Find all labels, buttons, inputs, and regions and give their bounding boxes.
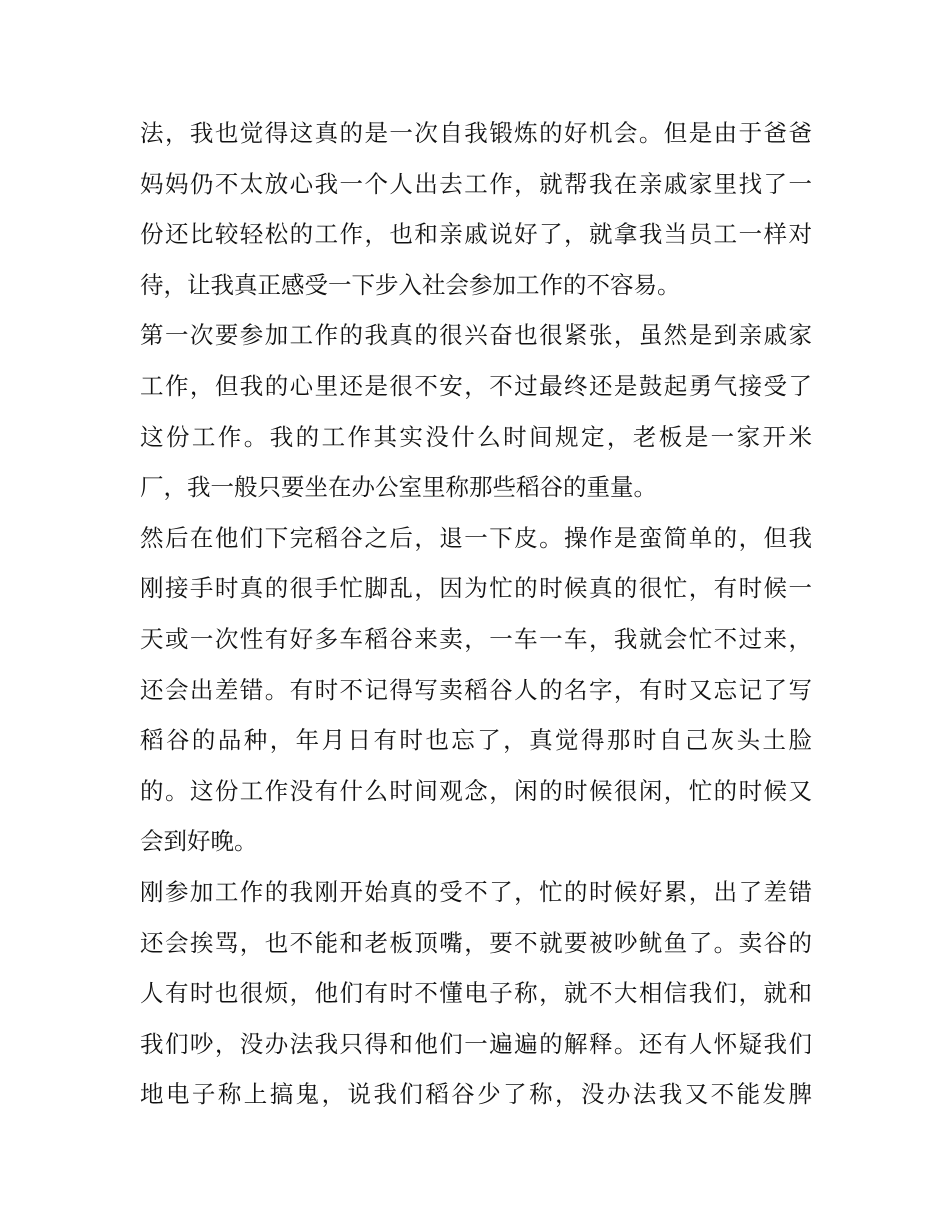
- text-line: 还会出差错。有时不记得写卖稻谷人的名字，有时又忘记了写: [140, 675, 812, 704]
- text-line: 第一次要参加工作的我真的很兴奋也很紧张，虽然是到亲戚家: [140, 321, 812, 350]
- document-body: [140, 108, 812, 1120]
- text-line: 我们吵，没办法我只得和他们一遍遍的解释。还有人怀疑我们: [140, 1029, 812, 1058]
- text-line: 还会挨骂，也不能和老板顶嘴，要不就要被吵鱿鱼了。卖谷的: [140, 928, 812, 957]
- text-line: 厂，我一般只要坐在办公室里称那些稻谷的重量。: [140, 473, 657, 502]
- text-line: 份还比较轻松的工作，也和亲戚说好了，就拿我当员工一样对: [140, 220, 812, 249]
- text-line: 地电子称上搞鬼，说我们稻谷少了称，没办法我又不能发脾: [140, 1080, 812, 1109]
- text-line: 刚参加工作的我刚开始真的受不了，忙的时候好累，出了差错: [140, 877, 812, 906]
- text-line: 会到好晚。: [140, 827, 258, 856]
- text-line: 稻谷的品种，年月日有时也忘了，真觉得那时自己灰头土脸: [140, 726, 812, 755]
- text-line: 天或一次性有好多车稻谷来卖，一车一车，我就会忙不过来，: [140, 624, 812, 653]
- text-line: 人有时也很烦，他们有时不懂电子称，就不大相信我们，就和: [140, 979, 812, 1008]
- text-line: 的。这份工作没有什么时间观念，闲的时候很闲，忙的时候又: [140, 776, 812, 805]
- text-line: 待，让我真正感受一下步入社会参加工作的不容易。: [140, 270, 681, 299]
- text-line: 刚接手时真的很手忙脚乱，因为忙的时候真的很忙，有时候一: [140, 574, 812, 603]
- text-line: 然后在他们下完稻谷之后，退一下皮。操作是蛮简单的，但我: [140, 523, 812, 552]
- text-line: 妈妈仍不太放心我一个人出去工作，就帮我在亲戚家里找了一: [140, 169, 812, 198]
- text-line: 法，我也觉得这真的是一次自我锻炼的好机会。但是由于爸爸: [140, 119, 812, 147]
- text-line: 工作，但我的心里还是很不安，不过最终还是鼓起勇气接受了: [140, 371, 812, 400]
- text-line: 这份工作。我的工作其实没什么时间规定，老板是一家开米: [140, 422, 812, 451]
